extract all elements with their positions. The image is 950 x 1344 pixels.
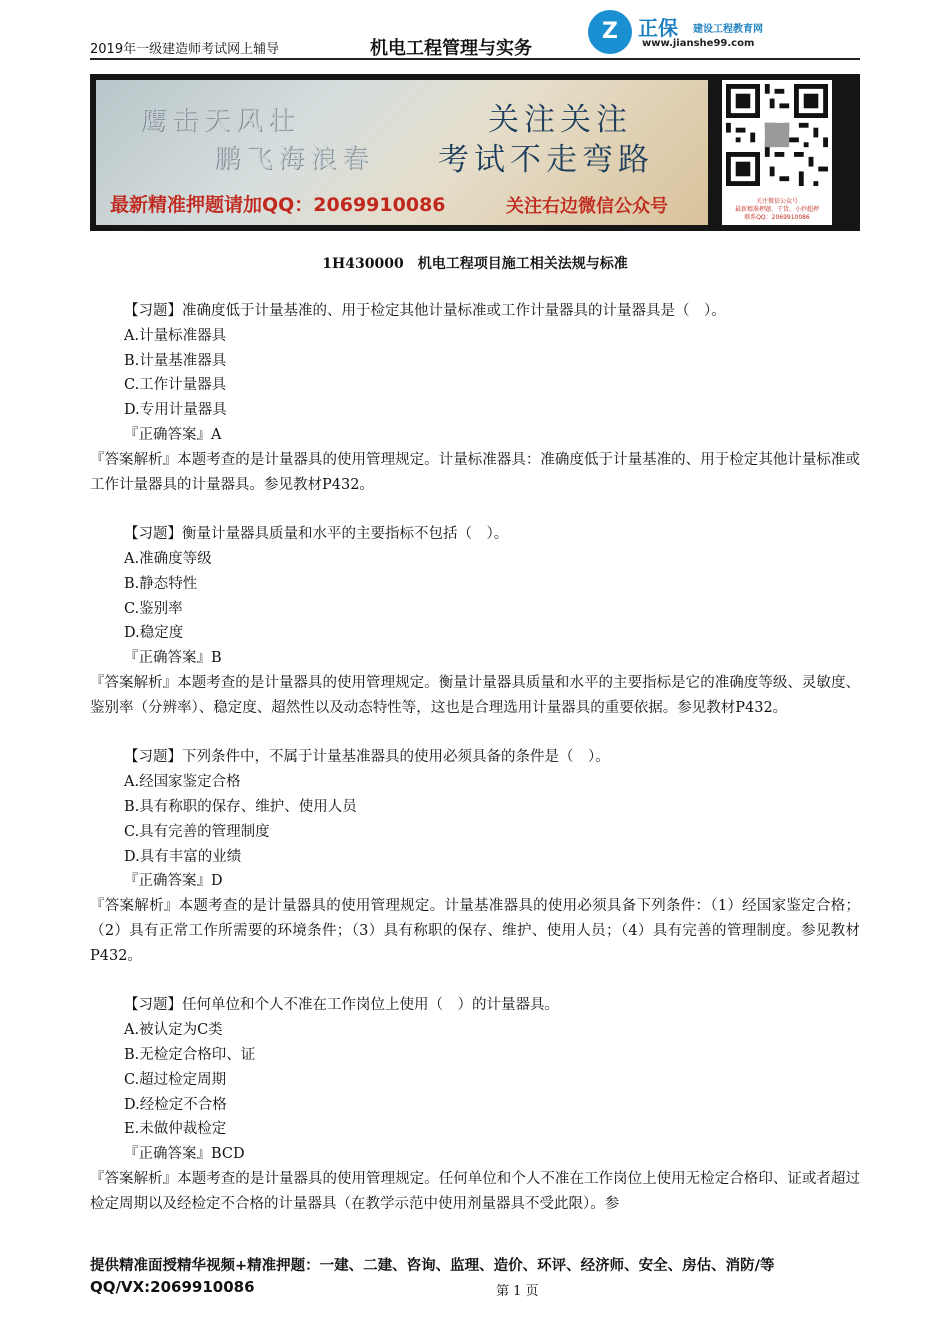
question-stem: 【习题】任何单位和个人不准在工作岗位上使用（ ）的计量器具。 (124, 997, 559, 1014)
question-explanation: 『答案解析』本题考查的是计量器具的使用管理规定。计量标准器具：准确度低于计量基准的、用于检定其他计量标准或工作计量器具的计量器具。参见教材P432。 (90, 451, 860, 493)
question-option: C.超过检定周期 (124, 1071, 227, 1088)
question-answer: 『正确答案』A (124, 426, 222, 443)
banner-image (96, 80, 708, 225)
question-option: C.工作计量器具 (124, 377, 227, 394)
logo-name: 正保 (638, 16, 678, 40)
logo-url: www.jianshe99.com (642, 38, 755, 49)
header-subject: 机电工程管理与实务 (370, 38, 532, 59)
banner-poem-line1: 鹰击天风壮 (140, 106, 301, 136)
question-option: D.经检定不合格 (124, 1096, 227, 1113)
banner-poem-line2: 鹏飞海浪春 (214, 144, 375, 174)
question-stem: 【习题】衡量计量器具质量和水平的主要指标不包括（ ）。 (124, 526, 509, 543)
footer-promo: 提供精准面授精华视频+精准押题：一建、二建、咨询、监理、造价、环评、经济师、安全、房估、消防/等 (90, 1258, 775, 1274)
question-block (90, 993, 860, 1216)
question-answer: 『正确答案』B (124, 650, 222, 667)
banner-qq-text: 最新精准押题请加QQ：2069910086 (110, 194, 446, 216)
question-explanation: 『答案解析』本题考查的是计量器具的使用管理规定。任何单位和个人不准在工作岗位上使用无检定合格印、证或者超过检定周期以及经检定不合格的计量器具（在教学示范中使用剂量器具不受此限）。参 (90, 1170, 860, 1212)
question-option: B.静态特性 (124, 575, 198, 592)
header-divider (90, 58, 860, 60)
question-option: D.稳定度 (124, 625, 184, 642)
question-option: A.计量标准器具 (124, 327, 227, 344)
company-logo (588, 10, 860, 56)
logo-mark-icon: Z (588, 10, 632, 54)
question-option: D.专用计量器具 (124, 402, 227, 419)
section-title: 1H430000 机电工程项目施工相关法规与标准 (322, 256, 628, 272)
question-option: B.无检定合格印、证 (124, 1046, 256, 1063)
question-option: B.具有称职的保存、维护、使用人员 (124, 798, 357, 815)
banner-slogan-line1: 关注关注 (488, 102, 632, 138)
question-stem: 【习题】下列条件中，不属于计量基准器具的使用必须具备的条件是（ ）。 (124, 749, 610, 766)
logo-subtitle: 建设工程教育网 (693, 24, 763, 35)
question-list (90, 299, 860, 1241)
question-option: A.经国家鉴定合格 (124, 774, 241, 791)
question-option: C.具有完善的管理制度 (124, 823, 270, 840)
qr-caption-2: 最新精准押题、干货、小抄超押 (734, 206, 819, 213)
question-option: A.被认定为C类 (124, 1022, 223, 1039)
banner-slogan-line2: 考试不走弯路 (438, 142, 654, 178)
footer-contact: QQ/VX:2069910086 (90, 1278, 255, 1296)
question-answer: 『正确答案』D (124, 873, 223, 890)
banner-follow-text: 关注右边微信公众号 (506, 196, 668, 217)
qr-code-icon (726, 84, 828, 186)
page-number: 第 1 页 (496, 1284, 539, 1299)
question-block (90, 745, 860, 968)
promo-banner (90, 74, 860, 231)
question-answer: 『正确答案』BCD (124, 1146, 245, 1163)
qr-caption-1: 关注微信公众号 (755, 198, 798, 205)
header-course: 2019年一级建造师考试网上辅导 (90, 42, 280, 57)
question-explanation: 『答案解析』本题考查的是计量器具的使用管理规定。计量基准器具的使用必须具备下列条件：（1）经国家鉴定合格；（2）具有正常工作所需要的环境条件；（3）具有称职的保存、维护、使用人员；（4）具有完善的管理制度。参见教材P432。 (90, 898, 860, 964)
question-block (90, 522, 860, 720)
question-option: C.鉴别率 (124, 600, 183, 617)
qr-caption-3: 联系QQ：2069910086 (744, 214, 810, 221)
question-option: E.未做仲裁检定 (124, 1121, 227, 1138)
question-option: B.计量基准器具 (124, 352, 227, 369)
question-option: A.准确度等级 (124, 550, 212, 567)
qr-code (722, 80, 832, 225)
question-option: D.具有丰富的业绩 (124, 848, 242, 865)
question-explanation: 『答案解析』本题考查的是计量器具的使用管理规定。衡量计量器具质量和水平的主要指标是它的准确度等级、灵敏度、鉴别率（分辨率）、稳定度、超然性以及动态特性等，这也是合理选用计量器具的重要依据。参见教材P432。 (90, 674, 860, 716)
question-block (90, 299, 860, 497)
question-stem: 【习题】准确度低于计量基准的、用于检定其他计量标准或工作计量器具的计量器具是（ ）。 (124, 303, 726, 319)
